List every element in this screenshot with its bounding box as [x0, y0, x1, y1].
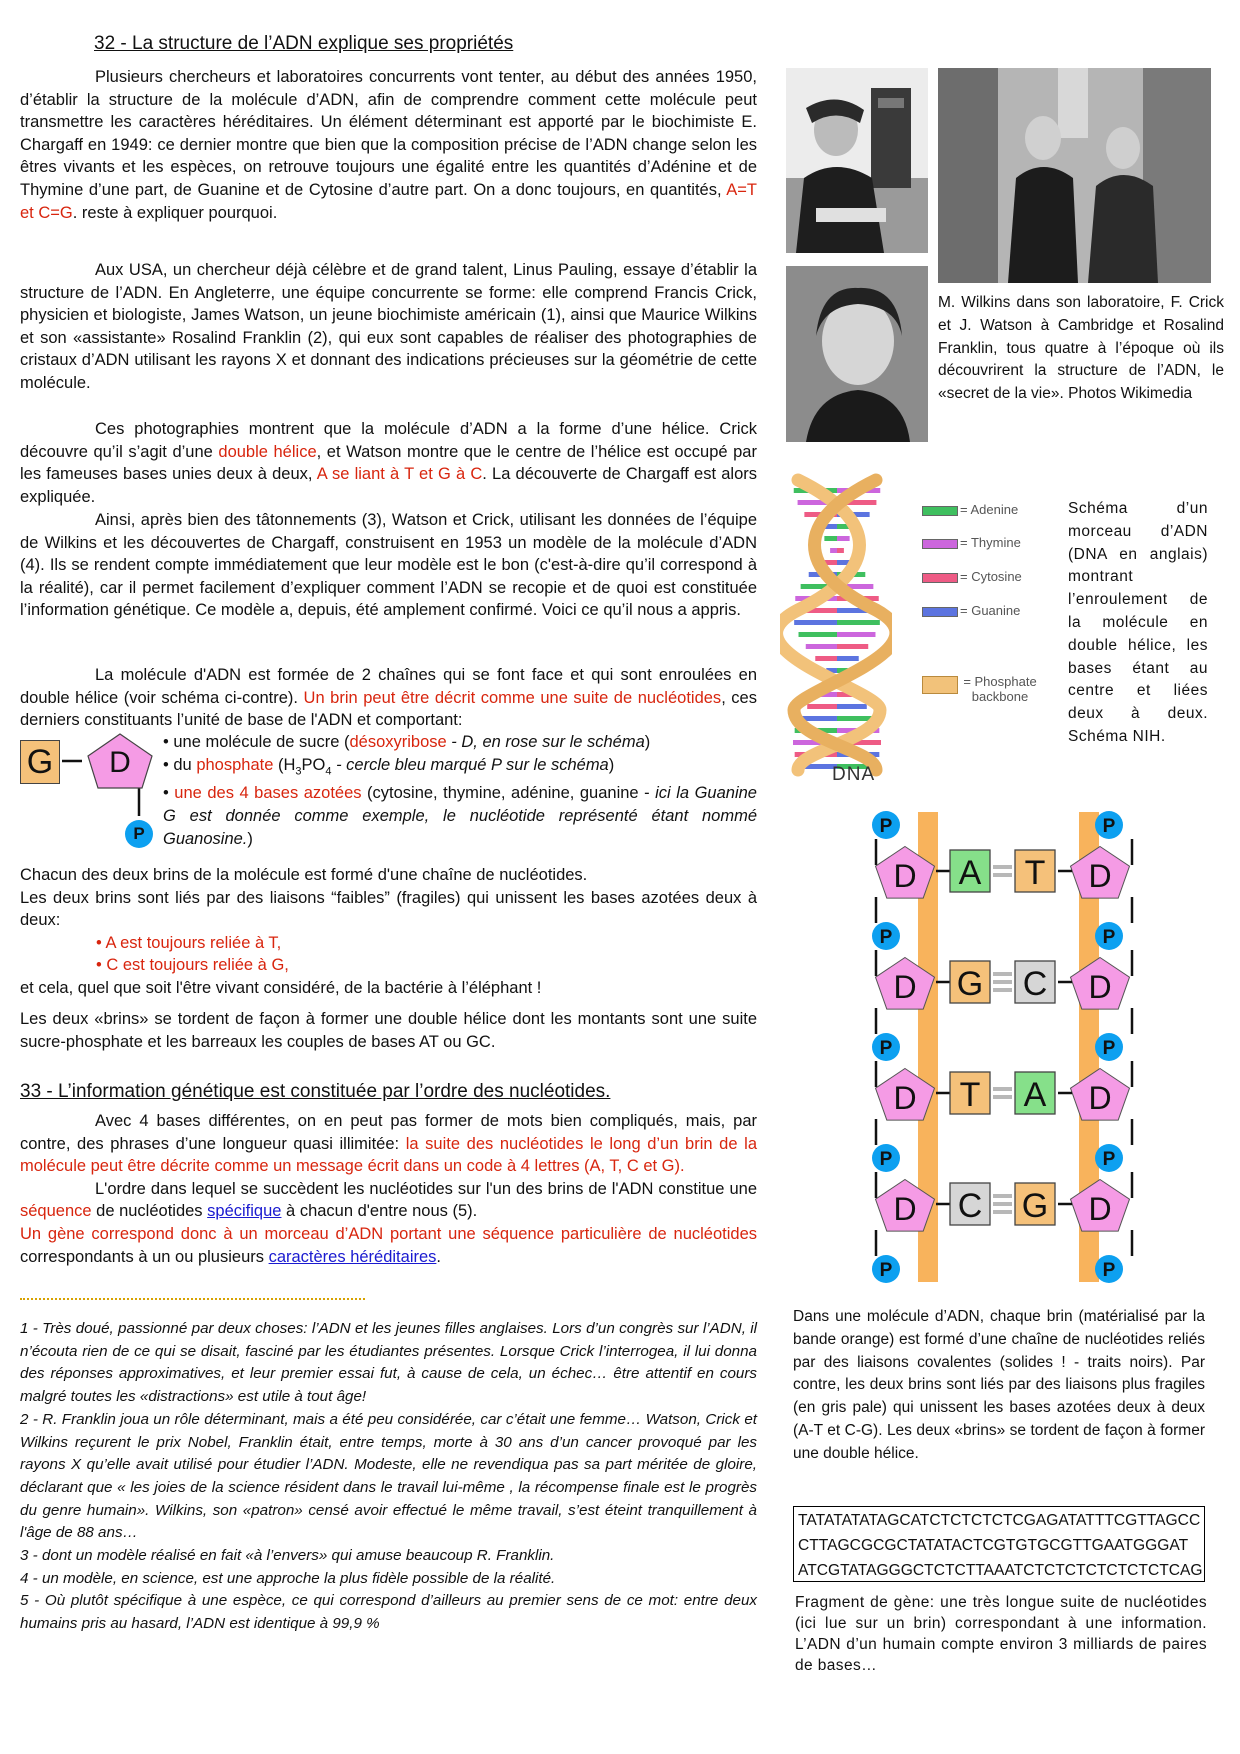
phosphate-letter: P	[133, 824, 145, 843]
paragraph-pauling: Aux USA, un chercheur déjà célèbre et de grand talent, Linus Pauling, essaye d’établir la structure de l’ADN. En Angleterre, une équipe concurrente se forme: elle comprend Francis Crick, physicien et biologiste, James Watson, un jeune biochimiste américain (1), ainsi que Maurice Wilkins et son «assistante» Rosalind Franklin (2), qui eux sont capables de réaliser des photographies de cristaux d’ADN utilisant les rayons X et donnant des indications précieuses sur la géométrie de cette molécule.	[20, 261, 757, 392]
paragraph-chargaff: Plusieurs chercheurs et laboratoires concurrents vont tenter, au début des années 1950, d’établir la structure de la molécule d’ADN, afin de comprendre comment cette molécule peut transmettre les caractères héréditaires. Un élément déterminant est apporté par le biochimiste E. Chargaff en 1949: ce dernier montre que bien que la composition précise de l’ADN change selon les êtres vivants et les espèces, on retrouve toujours une égalité entre les quantités d’Adénine et de Thymine d’une part, de Guanine et de Cytosine d’autre part. On a donc toujours, en quantités, A=T et C=G. reste à expliquer pourquoi.	[20, 68, 757, 222]
legend-swatch-cytosine	[922, 573, 958, 583]
legend-adenine: = Adenine	[960, 502, 1019, 517]
phosphate-left-3-label: P	[879, 1149, 893, 1170]
legend-swatch-guanine	[922, 607, 958, 617]
helix-rung	[806, 644, 837, 649]
link-caracteres-hereditaires[interactable]: caractères héréditaires	[268, 1247, 437, 1266]
base-right-3-label: G	[1021, 1187, 1049, 1225]
ladder-caption: Dans une molécule d’ADN, chaque brin (matérialisé par la bande orange) est formé d’une chaîne de nucléotides reliés par des liaisons covalentes (solides ! - traits noirs). Par contre, les deux brins sont liés par des liaisons plus fragiles (en gris pale) qui unissent les bases azotées deux à deux (A-T et C-G). Les deux «brins» se tordent de façon à former une double hélice.	[793, 1308, 1205, 1462]
franklin-photo-icon	[786, 266, 928, 442]
sugar-right-0-label: D	[1088, 858, 1112, 894]
component-phosphate: • du phosphate ($H_3PO_4$ - cercle bleu marqué P sur le schéma)	[163, 755, 615, 777]
photo-crick-watson	[938, 68, 1211, 283]
sugar-right-1-label: D	[1088, 969, 1112, 1005]
helix-rung	[815, 656, 837, 661]
base-left-2-label: T	[959, 1076, 981, 1114]
phosphate-left-bottom-label: P	[879, 1260, 893, 1281]
sugar-letter: D	[109, 746, 131, 779]
footnote-divider	[20, 1298, 365, 1300]
phosphate-left-0-label: P	[879, 816, 893, 837]
phosphate-right-3-label: P	[1102, 1149, 1116, 1170]
legend-backbone: = Phosphate backbone	[963, 674, 1037, 704]
rule-cg: • C est toujours reliée à G,	[96, 956, 289, 975]
footnote-1: 1 - Très doué, passionné par deux choses: l’ADN et les jeunes filles anglaises. Lors d’un congrès sur l’ADN, il n’écouta rien de ce qui se disait, fasciné par les étudiantes présentes. Lorsque Crick l’interrogea, il lui donna des réponses approximatives, et leur premier essai fut, à cause de cela, un échec… être attentif en cours malgré toutes les «distractions» est utile à tout âge!	[20, 1320, 757, 1406]
base-left-1-label: G	[956, 965, 984, 1003]
paragraph-gene: Un gène correspond donc à un morceau d’ADN portant une séquence particulière de nucléotides correspondants à un ou plusieurs caractères héréditaires.	[20, 1224, 757, 1266]
link-specifique[interactable]: spécifique	[207, 1202, 282, 1221]
footnote-2: 2 - R. Franklin joua un rôle déterminant, mais a été peu considérée, car c’était une femme… Watson, Crick et Wilkins reçurent le prix Nobel, Franklin était, entre temps, morte à 30 ans d’un cancer provoqué par les rayons X qu’elle avait utilisé pour étudier l’ADN. Modeste, elle ne revendiqua pas sa part méritée de gloire, déclarant que « les joies de la science résident dans le travail lui-même , la récompense finale est le progrès du genre humain». Wilkins, son «patron» censé avoir effectué le même travail, s’est éteint tranquillement à l'âge de 88 ans…	[20, 1410, 757, 1542]
component-sugar: • une molécule de sucre (désoxyribose - D, en rose sur le schéma)	[163, 733, 651, 751]
legend-guanine: = Guanine	[960, 603, 1021, 618]
section-33-title: 33 - L’information génétique est constituée par l’ordre des nucléotides.	[20, 1081, 611, 1102]
helix-legend	[922, 502, 1062, 722]
component-base: • une des 4 bases azotées (cytosine, thymine, adénine, guanine - ici la Guanine G est donnée comme exemple, le nucléotide représenté étant nommé Guanosine.)	[163, 784, 757, 848]
footnotes	[20, 1318, 757, 1636]
base-left-0-label: A	[958, 854, 982, 892]
base-left-3-label: C	[957, 1187, 983, 1225]
wilkins-photo-icon	[786, 68, 928, 253]
sugar-left-3-label: D	[893, 1191, 917, 1227]
sugar-left-0-label: D	[893, 858, 917, 894]
paragraph-code: Avec 4 bases différentes, on en peut pas former de mots bien compliqués, mais, par contre, des phrases d’une longueur quasi illimitée: la suite des nucléotides le long d’un brin de la molécule peut être décrite comme un message écrit dans un code à 4 lettres (A, T, C et G).	[20, 1112, 757, 1176]
paragraph-nucleotides: La molécule d'ADN est formée de 2 chaînes qui se font face et qui sont enroulées en double hélice (voir schéma ci-contre). Un brin peut être décrit comme une suite de nucléotides, ces derniers constituants l’unité de base de l'ADN et comportant:	[20, 666, 757, 730]
base-box: G	[20, 740, 60, 784]
helix-caption: Schéma d’un morceau d’ADN (DNA en anglais) montrant l’enroulement de la molécule en double hélice, les bases étant au centre et liées deux à deux. Schéma NIH.	[1068, 500, 1208, 745]
dna-ladder-diagram	[840, 800, 1170, 1290]
phosphate-left-2-label: P	[879, 1038, 893, 1059]
helix-rung	[807, 704, 837, 709]
pairing-rules: Chacun des deux brins de la molécule est formé d'une chaîne de nucléotides. Les deux brins sont liés par des liaisons “faibles” (fragiles) qui unissent les bases azotées deux à deux: • A est toujours reliée à T, • C est toujours reliée à G, et cela, quel que soit l'être vivant considéré, de la bactérie à l’éléphant !	[20, 866, 757, 997]
paragraph-sequence: L'ordre dans lequel se succèdent les nucléotides sur l'un des brins de l'ADN constitue une séquence de nucléotides spécifique à chacun d'entre nous (5).	[20, 1179, 757, 1221]
helix-rung	[837, 620, 880, 625]
helix-rung	[799, 632, 837, 637]
paragraph-helix-summary: Les deux «brins» se tordent de façon à former une double hélice dont les montants sont une suite sucre-phosphate et les barreaux les couples de bases AT ou GC.	[20, 1010, 757, 1051]
legend-swatch-backbone	[922, 676, 958, 694]
base-right-2-label: A	[1023, 1076, 1047, 1114]
phosphate-right-1-label: P	[1102, 927, 1116, 948]
helix-rung	[837, 644, 868, 649]
base-right-0-label: T	[1024, 854, 1046, 892]
legend-swatch-thymine	[922, 539, 958, 549]
sugar-left-1-label: D	[893, 969, 917, 1005]
helix-rung	[794, 620, 837, 625]
nucleotide-diagram	[20, 730, 165, 858]
paragraph-model: Ainsi, après bien des tâtonnements (3), Watson et Crick, utilisant les données de l’équipe de Wilkins et les découvertes de Chargaff, construisent en 1953 un modèle de la molécule d’ADN (4). Ils se rendent compte immédiatement que leur modèle est le bon (c'est-à-dire qu’il correspond à la réalité), car il permet facilement d’expliquer comment l’ADN se recopie et de quoi est constituée l’information génétique. Ce modèle a, depuis, été amplement confirmé. Voici ce qu’il nous a appris.	[20, 511, 757, 620]
helix-rung	[837, 704, 867, 709]
phosphate-right-bottom-label: P	[1102, 1260, 1116, 1281]
footnote-5: 5 - Où plutôt spécifique à une espèce, ce qui correspond d’ailleurs au premier sens de ce mot: entre deux humains pris au hasard, l’ADN est identique à 99,9 %	[20, 1592, 757, 1633]
sequence-caption: Fragment de gène: une très longue suite de nucléotides (ici lue sur un brin) correspondant à une information. L’ADN d’un humain compte environ 3 milliards de paires de bases…	[795, 1594, 1207, 1674]
footnote-3: 3 - dont un modèle réalisé en fait «à l’envers» qui amuse beaucoup R. Franklin.	[20, 1547, 555, 1565]
crick-watson-photo-icon	[938, 68, 1211, 283]
phosphate-right-0-label: P	[1102, 816, 1116, 837]
legend-cytosine: = Cytosine	[960, 569, 1022, 584]
sugar-left-2-label: D	[893, 1080, 917, 1116]
paragraph-double-helix: Ces photographies montrent que la molécule d’ADN a la forme d’une hélice. Crick découvre qu’il s’agit d’une double hélice, et Watson montre que le centre de l’hélice est occupé par les fameuses bases unies deux à deux, A se liant à T et G à C. La découverte de Chargaff est alors expliquée.	[20, 420, 757, 506]
photo-wilkins	[786, 68, 928, 253]
photos-caption: M. Wilkins dans son laboratoire, F. Crick et J. Watson à Cambridge et Rosalind Franklin, tous quatre à l’époque où ils découvrirent la structure de l’ADN, le «secret de la vie». Photos Wikimedia	[938, 294, 1224, 403]
helix-rung	[837, 548, 844, 553]
section-32-title: 32 - La structure de l’ADN explique ses propriétés	[94, 33, 514, 54]
footnote-4: 4 - un modèle, en science, est une approche la plus fidèle possible de la réalité.	[20, 1569, 556, 1587]
nucleotide-components-list	[163, 731, 757, 850]
dna-helix-diagram	[780, 470, 892, 790]
helix-rung	[837, 656, 859, 661]
sequence-line-1: TATATATATAGCATCTCTCTCTCGAGATATTTCGTTAGCC	[798, 1512, 1201, 1529]
helix-rung	[830, 548, 837, 553]
legend-thymine: = Thymine	[960, 535, 1021, 550]
phosphate-right-2-label: P	[1102, 1038, 1116, 1059]
helix-rung	[837, 536, 850, 541]
gene-sequence-box	[793, 1506, 1205, 1582]
helix-rung	[824, 536, 837, 541]
legend-swatch-adenine	[922, 506, 958, 516]
helix-rung	[837, 632, 875, 637]
sugar-right-2-label: D	[1088, 1080, 1112, 1116]
phosphate-left-1-label: P	[879, 927, 893, 948]
sequence-line-2: CTTAGCGCGCTATATACTCGTGTGCGTTGAATGGGAT	[798, 1537, 1189, 1554]
sugar-right-3-label: D	[1088, 1191, 1112, 1227]
section-33-body	[20, 1110, 757, 1268]
sequence-line-3: ATCGTATAGGGCTCTCTTAAATCTCTCTCTCTCTCTCAG	[798, 1562, 1203, 1579]
dna-label: DNA	[832, 764, 876, 785]
base-right-1-label: C	[1022, 965, 1048, 1003]
rule-at: • A est toujours reliée à T,	[96, 933, 282, 952]
photo-franklin	[786, 266, 928, 442]
